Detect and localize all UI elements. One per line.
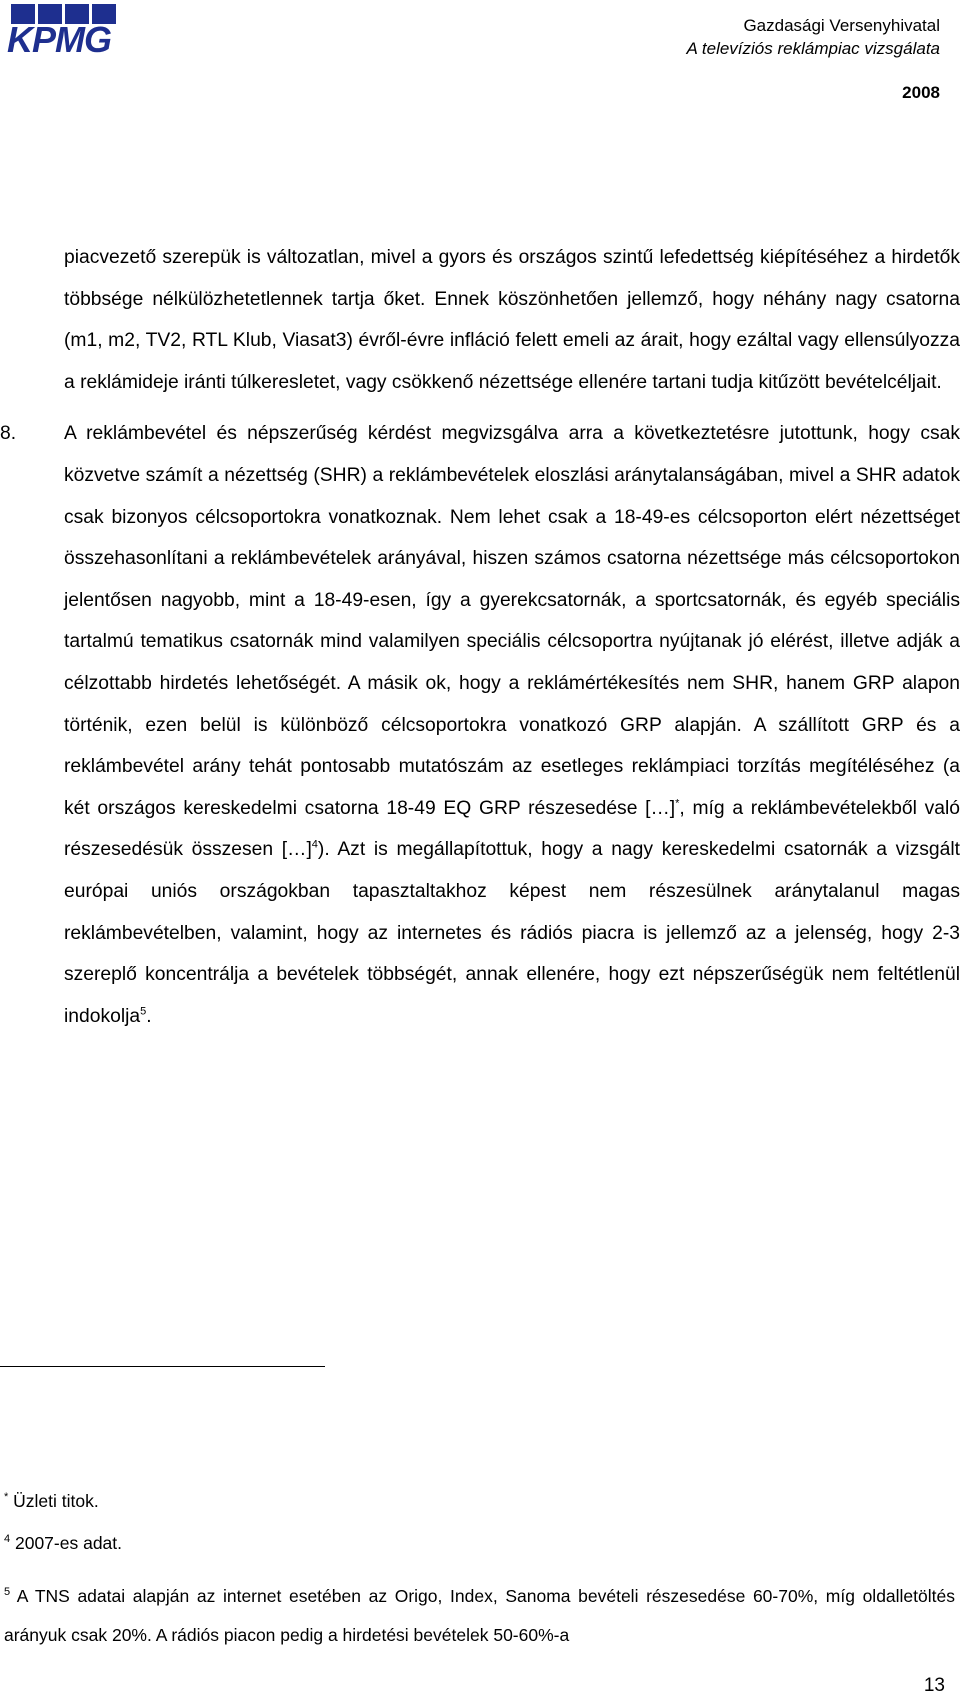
footnote-separator <box>0 1366 325 1367</box>
paragraph-1: piacvezető szerepük is változatlan, mivel a gyors és országos szintű lefedettség kiépítéséhez a hirdetők többsége nélkülözhetetlennek tartja őket. Ennek köszönhetően jellemző, hogy néhány nagy csatorna (m1, m2, TV2, RTL Klub, Viasat3) évről-évre infláció felett emeli az árait, hogy ezáltal vagy ellensúlyozza a reklámideje iránti túlkeresletet, vagy csökkenő nézettsége ellenére tartani tudja kitűzött bevételcéljait. <box>64 247 960 393</box>
footnote-ref-4[interactable]: 4 <box>311 838 318 851</box>
paragraph-2-number: 8. <box>0 423 17 445</box>
footnote-text: Üzleti titok. <box>8 1491 99 1511</box>
kpmg-logo-text: KPMG <box>7 19 111 60</box>
footnote-ref-5[interactable]: 5 <box>140 1005 147 1018</box>
kpmg-logo <box>3 2 121 60</box>
page-header <box>686 14 940 104</box>
footnote-mark: 4 <box>4 1533 11 1546</box>
footnote-4 <box>4 1522 955 1564</box>
paragraph-2-text-c: ). Azt is megállapítottuk, hogy a nagy kereskedelmi csatornák a vizsgált európai uniós országokban tapasztaltakhoz képest nem részesülnek aránytalanul magas reklámbevételben, valamint, hogy az internetes és rádiós piacra is jellemző az a jelenség, hogy 2-3 szereplő koncentrálja a bevételek többségét, annak ellenére, hogy ezt népszerűségük nem feltétlenül indokolja <box>64 839 960 1027</box>
footnote-star <box>4 1480 955 1522</box>
page-number: 13 <box>923 1675 945 1696</box>
paragraph-2 <box>0 413 960 1037</box>
paragraph-2-end: . <box>146 1005 152 1027</box>
paragraph-2-text-a: A reklámbevétel és népszerűség kérdést megvizsgálva arra a következtetésre jutottunk, hogy csak közvetve számít a nézettség (SHR) a reklámbevételek eloszlási aránytalanságában, mivel a SHR adatok csak bizonyos célcsoportokra vonatkoznak. Nem lehet csak a 18-49-es célcsoporton elért nézettséget összehasonlítani a reklámbevételek arányával, hiszen számos csatorna nézettsége más célcsoportokon jelentősen nagyobb, mint a 18-49-esen, így a gyerekcsatornák, a sportcsatornák, és egyéb speciális tartalmú tematikus csatornák mind valamilyen speciális célcsoportra nyújtanak jó elérést, illetve adják a célzottabb hirdetés lehetőségét. A másik ok, hogy a reklámértékesítés nem SHR, hanem GRP alapon történik, ezen belül is különböző célcsoportokra vonatkozó GRP alapján. A szállított GRP és a reklámbevétel arány tehát pontosabb mutatószám az esetleges reklámpiaci torzítás megítéléséhez (a két országos kereskedelmi csatorna 18-49 EQ GRP részesedése […] <box>64 423 960 819</box>
footnote-text: 2007-es adat. <box>10 1533 123 1553</box>
footnote-text: A TNS adatai alapján az internet esetében az Origo, Index, Sanoma bevételi részesedése 60-70%, míg oldalletöltés arányuk csak 20%. A rádiós piacon pedig a hirdetési bevételek 50-60%-a <box>4 1586 955 1645</box>
footnote-mark: 5 <box>4 1586 11 1599</box>
footnote-ref-star[interactable]: * <box>675 797 680 810</box>
header-subtitle: A televíziós reklámpiac vizsgálata <box>686 39 940 58</box>
footnote-5 <box>4 1577 955 1655</box>
header-year: 2008 <box>902 83 940 102</box>
header-organization: Gazdasági Versenyhivatal <box>743 16 940 35</box>
paragraph-2-text-b: , míg a reklámbevételekből való részesedésük összesen […] <box>64 797 960 861</box>
main-text <box>0 237 960 1037</box>
footnotes <box>4 1480 955 1655</box>
footnote-mark: * <box>4 1491 9 1504</box>
